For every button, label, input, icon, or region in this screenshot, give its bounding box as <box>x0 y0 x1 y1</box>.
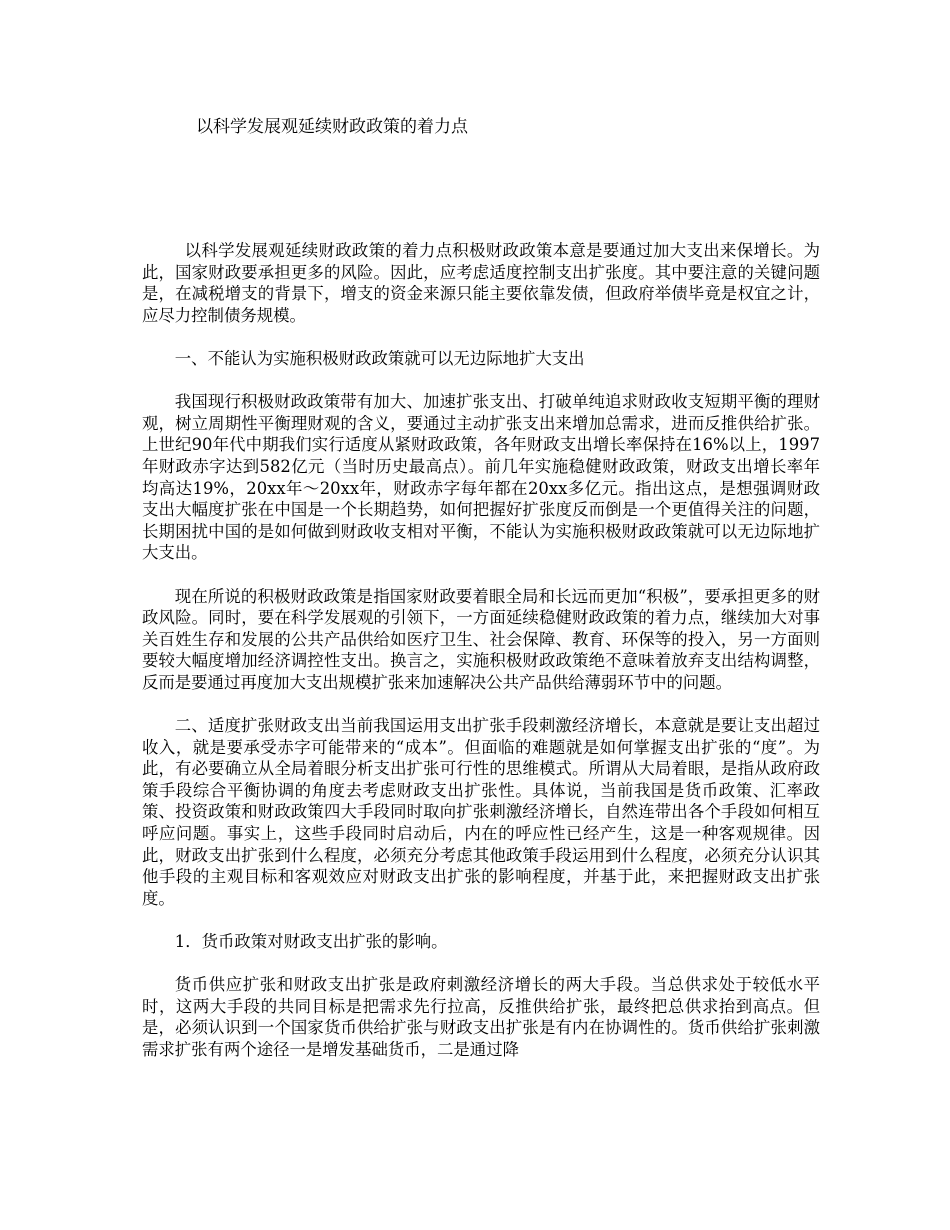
body-paragraph: 我国现行积极财政政策带有加大、加速扩张支出、打破单纯追求财政收支短期平衡的理财观，树立周期性平衡理财观的含义，要通过主动扩张支出来增加总需求，进而反推供给扩张。上世纪90年代中期我们实行适度从紧财政政策，各年财政支出增长率保持在16%以上，1997年财政赤字达到582亿元（当时历史最高点）。前几年实施稳健财政政策，财政支出增长率年均高达19%，20xx年～20xx年，财政赤字每年都在20xx多亿元。指出这点，是想强调财政支出大幅度扩张在中国是一个长期趋势，如何把握好扩张度反而倒是一个更值得关注的问题，长期困扰中国的是如何做到财政收支相对平衡，不能认为实施积极财政政策就可以无边际地扩大支出。 <box>142 392 820 563</box>
intro-paragraph: 以科学发展观延续财政政策的着力点积极财政政策本意是要通过加大支出来保增长。为此，国家财政要承担更多的风险。因此，应考虑适度控制支出扩张度。其中要注意的关键问题是，在减税增支的背景下，增支的资金来源只能主要依靠发债，但政府举债毕竟是权宜之计，应尽力控制债务规模。 <box>142 241 820 325</box>
document-title: 以科学发展观延续财政政策的着力点 <box>196 117 468 137</box>
body-paragraph: 现在所说的积极财政政策是指国家财政要着眼全局和长远而更加“积极”，要承担更多的财政风险。同时，要在科学发展观的引领下，一方面延续稳健财政政策的着力点，继续加大对事关百姓生存和发展的公共产品供给如医疗卫生、社会保障、教育、环保等的投入，另一方面则要较大幅度增加经济调控性支出。换言之，实施积极财政政策绝不意味着放弃支出结构调整，反而是要通过再度加大支出规模扩张来加速解决公共产品供给薄弱环节中的问题。 <box>142 586 820 692</box>
subsection-heading-1: 1．货币政策对财政支出扩张的影响。 <box>174 932 448 951</box>
body-paragraph: 货币供应扩张和财政支出扩张是政府刺激经济增长的两大手段。当总供求处于较低水平时，这两大手段的共同目标是把需求先行拉高，反推供给扩张，最终把总供求抬到高点。但是，必须认识到一个国家货币供给扩张与财政支出扩张是有内在协调性的。货币供给扩张刺激需求扩张有两个途径一是增发基础货币，二是通过降 <box>142 975 820 1059</box>
document-body <box>142 240 820 1082</box>
section-paragraph-2: 二、适度扩张财政支出当前我国运用支出扩张手段刺激经济增长，本意就是要让支出超过收入，就是要承受赤字可能带来的“成本”。但面临的难题就是如何掌握支出扩张的“度”。为此，有必要确立从全局着眼分析支出扩张可行性的思维模式。所谓从大局着眼，是指从政府政策手段综合平衡协调的角度去考虑财政支出扩张性。具体说，当前我国是货币政策、汇率政策、投资政策和财政政策四大手段同时取向扩张刺激经济增长，自然连带出各个手段如何相互呼应问题。事实上，这些手段同时启动后，内在的呼应性已经产生，这是一种客观规律。因此，财政支出扩张到什么程度，必须充分考虑其他政策手段运用到什么程度，必须充分认识其他手段的主观目标和客观效应对财政支出扩张的影响程度，并基于此，来把握财政支出扩张度。 <box>142 716 820 908</box>
section-heading-1: 一、不能认为实施积极财政政策就可以无边际地扩大支出 <box>174 348 585 368</box>
